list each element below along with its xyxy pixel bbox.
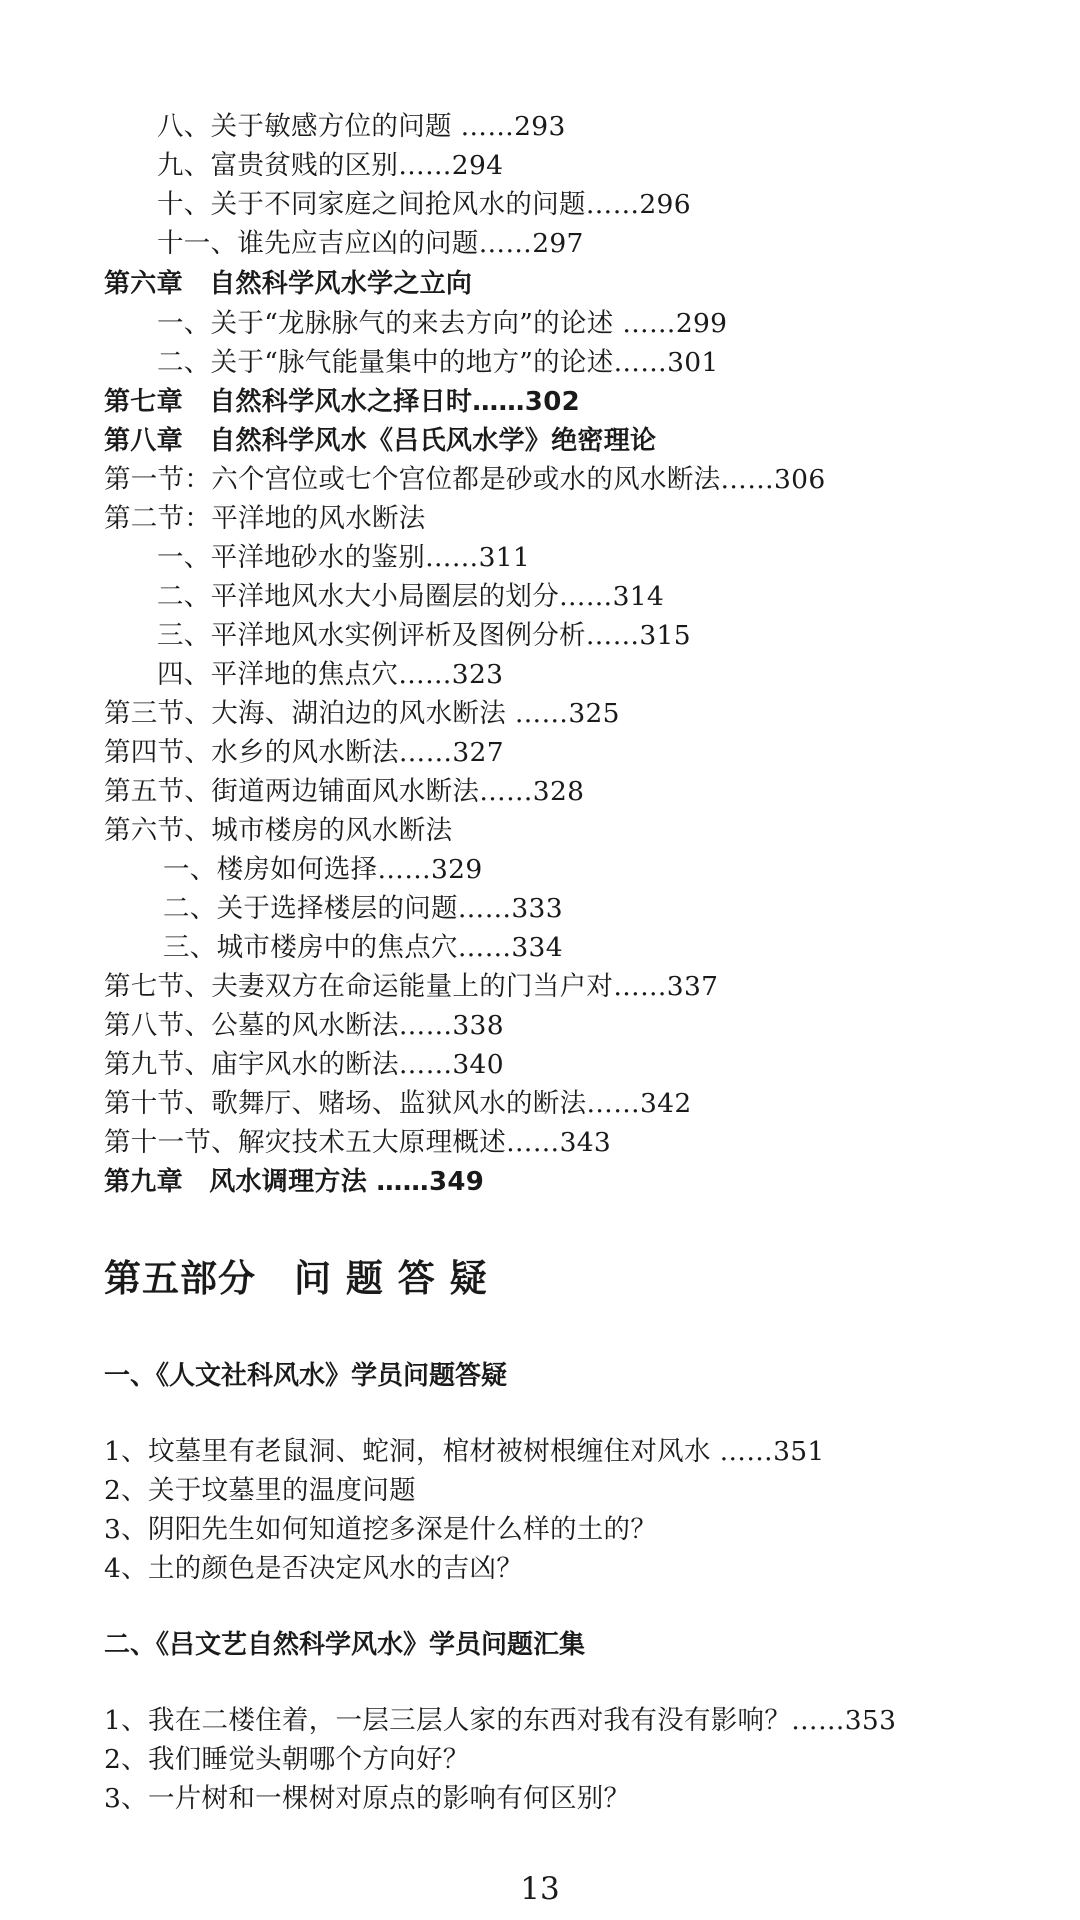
qa-list-item: 3、一片树和一棵树对原点的影响有何区别？ xyxy=(104,1783,631,1814)
part-title: 第五部分 问 题 答 疑 xyxy=(104,1257,488,1300)
toc-section-entry: 第一节：六个宫位或七个宫位都是砂或水的风水断法……306 xyxy=(104,464,826,495)
toc-chapter-heading: 第九章 风水调理方法 ……349 xyxy=(104,1167,485,1197)
qa-list-item: 2、关于坟墓里的温度问题 xyxy=(104,1475,416,1506)
toc-section-entry: 第八节、公墓的风水断法……338 xyxy=(104,1010,504,1041)
toc-section-entry: 第二节：平洋地的风水断法 xyxy=(104,503,426,534)
toc-section-entry: 第四节、水乡的风水断法……327 xyxy=(104,737,504,768)
toc-section-entry: 第十节、歌舞厅、赌场、监狱风水的断法……342 xyxy=(104,1088,692,1119)
toc-entry: 四、平洋地的焦点穴……323 xyxy=(157,659,504,690)
toc-chapter-heading: 第七章 自然科学风水之择日时……302 xyxy=(104,387,580,417)
toc-entry: 三、城市楼房中的焦点穴……334 xyxy=(163,932,563,963)
page-number: 13 xyxy=(520,1871,560,1907)
toc-chapter-heading: 第六章 自然科学风水学之立向 xyxy=(104,269,473,299)
toc-section-entry: 第三节、大海、湖泊边的风水断法 ……325 xyxy=(104,698,620,729)
toc-entry: 二、关于“脉气能量集中的地方”的论述……301 xyxy=(157,347,719,378)
toc-section-entry: 第十一节、解灾技术五大原理概述……343 xyxy=(104,1127,612,1158)
toc-entry: 八、关于敏感方位的问题 ……293 xyxy=(157,111,566,142)
toc-entry: 三、平洋地风水实例评析及图例分析……315 xyxy=(157,620,691,651)
qa-list-item: 3、阴阳先生如何知道挖多深是什么样的土的？ xyxy=(104,1514,658,1545)
toc-entry: 一、平洋地砂水的鉴别……311 xyxy=(157,542,531,573)
toc-entry: 二、平洋地风水大小局圈层的划分……314 xyxy=(157,581,665,612)
toc-section-entry: 第九节、庙宇风水的断法……340 xyxy=(104,1049,504,1080)
toc-entry: 二、关于选择楼层的问题……333 xyxy=(163,893,563,924)
qa-list-item: 2、我们睡觉头朝哪个方向好？ xyxy=(104,1744,470,1775)
toc-section-entry: 第五节、街道两边铺面风水断法……328 xyxy=(104,776,585,807)
toc-chapter-heading: 第八章 自然科学风水《吕氏风水学》绝密理论 xyxy=(104,426,657,456)
toc-section-entry: 第六节、城市楼房的风水断法 xyxy=(104,815,453,846)
toc-entry: 十一、谁先应吉应凶的问题……297 xyxy=(157,228,584,259)
qa-list-item: 4、土的颜色是否决定风水的吉凶？ xyxy=(104,1553,524,1584)
qa-list-item: 1、坟墓里有老鼠洞、蛇洞，棺材被树根缠住对风水 ……351 xyxy=(104,1436,825,1467)
toc-entry: 一、关于“龙脉脉气的来去方向”的论述 ……299 xyxy=(157,308,728,339)
qa-section-heading: 一、《人文社科风水》学员问题答疑 xyxy=(104,1361,508,1391)
toc-section-entry: 第七节、夫妻双方在命运能量上的门当户对……337 xyxy=(104,971,719,1002)
toc-entry: 九、富贵贫贱的区别……294 xyxy=(157,150,504,181)
toc-entry: 十、关于不同家庭之间抢风水的问题……296 xyxy=(157,189,691,220)
qa-list-item: 1、我在二楼住着，一层三层人家的东西对我有没有影响？……353 xyxy=(104,1705,897,1736)
toc-entry: 一、楼房如何选择……329 xyxy=(163,854,483,885)
qa-section-heading: 二、《吕文艺自然科学风水》学员问题汇集 xyxy=(104,1630,586,1660)
